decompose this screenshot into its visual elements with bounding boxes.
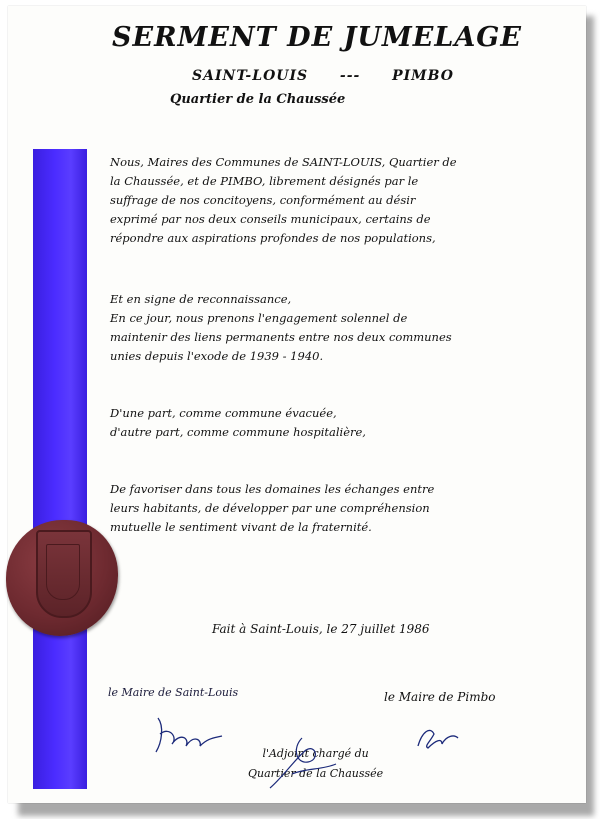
text-line: leurs habitants, de développer par une compréhension — [110, 501, 430, 515]
signature-pimbo-icon — [412, 720, 464, 754]
deputy-line-2: Quartier de la Chaussée — [248, 767, 384, 780]
text-line: Nous, Maires des Communes de SAINT-LOUIS, Quartier de — [110, 155, 457, 169]
deputy-line-1: l'Adjoint chargé du — [262, 747, 369, 760]
text-line: De favoriser dans tous les domaines les échanges entre — [110, 482, 435, 496]
text-line: mutuelle le sentiment vivant de la fraternité. — [110, 520, 372, 534]
signature-deputy-icon — [262, 734, 342, 794]
signature-label-saint-louis: le Maire de Saint-Louis — [108, 686, 239, 699]
paragraph-2 — [110, 290, 550, 366]
text-line: unies depuis l'exode de 1939 - 1940. — [110, 349, 324, 363]
twin-towns-line — [192, 68, 454, 84]
text-line: En ce jour, nous prenons l'engagement solennel de — [110, 311, 408, 325]
text-line: répondre aux aspirations profondes de nos populations, — [110, 231, 436, 245]
text-line: exprimé par nos deux conseils municipaux, certains de — [110, 212, 431, 226]
text-line: Et en signe de reconnaissance, — [110, 292, 292, 306]
town-separator: --- — [339, 68, 361, 84]
paragraph-3 — [110, 404, 550, 442]
text-line: la Chaussée, et de PIMBO, librement désignés par le — [110, 174, 419, 188]
text-line: suffrage de nos concitoyens, conformément au désir — [110, 193, 416, 207]
place-and-date: Fait à Saint-Louis, le 27 juillet 1986 — [212, 622, 430, 636]
district-name: Quartier de la Chaussée — [170, 92, 346, 107]
town-right: PIMBO — [392, 68, 454, 84]
seal-shield-emblem — [36, 530, 92, 618]
town-left: SAINT-LOUIS — [192, 68, 309, 84]
paragraph-1 — [110, 153, 550, 248]
paragraph-4 — [110, 480, 550, 537]
text-line: maintenir des liens permanents entre nos deux communes — [110, 330, 452, 344]
blue-ribbon — [33, 149, 87, 789]
signature-label-pimbo: le Maire de Pimbo — [384, 690, 496, 704]
document-title: SERMENT DE JUMELAGE — [112, 22, 522, 53]
text-line: d'autre part, comme commune hospitalière, — [110, 425, 366, 439]
text-line: D'une part, comme commune évacuée, — [110, 406, 337, 420]
signature-saint-louis-icon — [150, 708, 230, 758]
